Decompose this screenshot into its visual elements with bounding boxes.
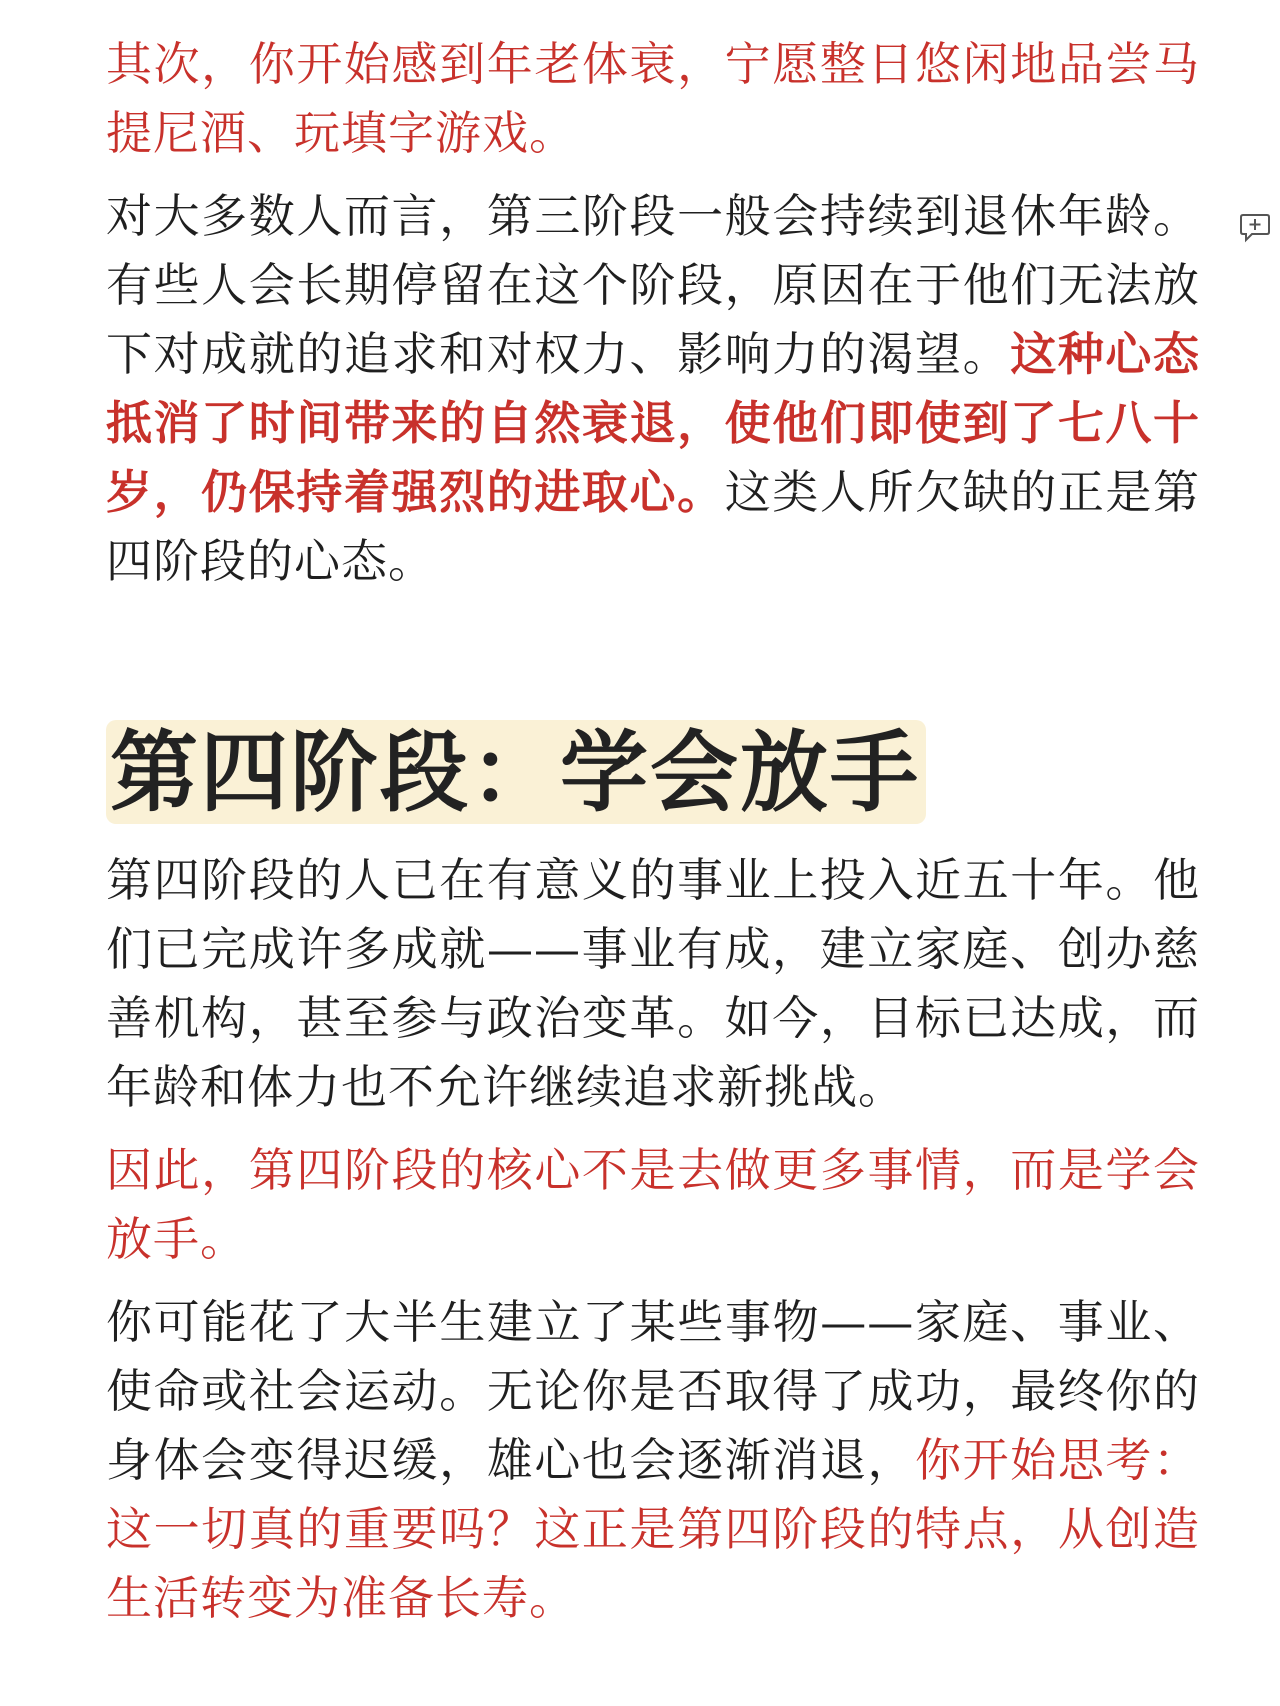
body-text: 第四阶段的人已在有意义的事业上投入近五十年。他们已完成许多成就——事业有成，建立家庭、创办慈善机构，甚至参与政治变革。如今，目标已达成，而年龄和体力也不允许继续追求新挑战。	[106, 853, 1200, 1114]
body-text: 对大多数人而言，第三阶段一般会持续到退休年龄。有些人会长期停留在这个阶段，原因在于他们无法放下对成就的追求和对权力、影响力的渴望。	[106, 189, 1200, 381]
paragraph-1	[106, 30, 1200, 168]
section-heading-wrap	[106, 720, 1200, 824]
highlighted-text: 其次，你开始感到年老体衰，宁愿整日悠闲地品尝马提尼酒、玩填字游戏。	[106, 37, 1200, 160]
paragraph-3	[106, 846, 1200, 1122]
body-text: 这类人所欠缺的正是第四阶段的心态。	[106, 465, 1201, 588]
add-comment-icon[interactable]	[1238, 210, 1272, 244]
highlighted-text: 你开始思考：这一切真的重要吗？这正是第四阶段的特点，从创造生活转变为准备长寿。	[106, 1433, 1201, 1625]
section-spacer	[106, 610, 1200, 720]
paragraph-2	[106, 182, 1200, 596]
article-content	[106, 30, 1200, 1647]
paragraph-5	[106, 1288, 1200, 1633]
highlighted-text: 因此，第四阶段的核心不是去做更多事情，而是学会放手。	[106, 1143, 1200, 1266]
paragraph-4	[106, 1136, 1200, 1274]
body-text: 你可能花了大半生建立了某些事物——家庭、事业、使命或社会运动。无论你是否取得了成功，最终你的身体会变得迟缓，雄心也会逐渐消退，	[106, 1295, 1200, 1487]
highlighted-text: 这种心态抵消了时间带来的自然衰退，使他们即使到了七八十岁，仍保持着强烈的进取心。	[106, 327, 1201, 519]
section-heading: 第四阶段：学会放手	[106, 720, 926, 824]
